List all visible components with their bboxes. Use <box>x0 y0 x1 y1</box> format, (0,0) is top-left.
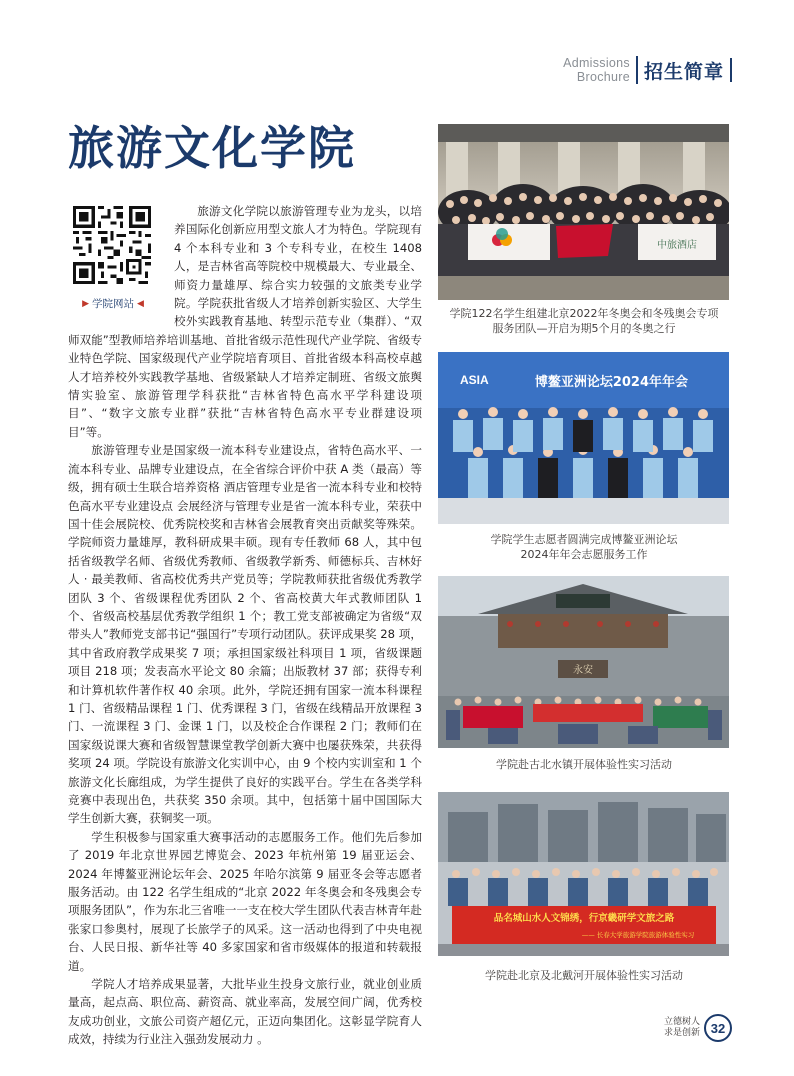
motto-line2: 求是创新 <box>663 1028 700 1038</box>
photo1-caption <box>432 306 736 336</box>
qr-float-space <box>68 202 174 314</box>
photo4-banner-line1: 品名城山水人文锦绣，行京畿研学文旅之路 <box>493 913 675 924</box>
photo2-caption <box>432 532 736 562</box>
header-end-bar <box>730 58 732 82</box>
paragraph-intro: 旅游文化学院以旅游管理专业为龙头，以培养国际化创新应用型文旅人才为特色。学院现有 4 个本科专业和 3 个专科专业，在校生 1408 人，是吉林省高等院校中规模最大、专业最全、师资力量雄厚、综合实力较强的文旅类专业学院。学院获批省级人才培养创新实验区、大学生校外实践教育基地、转型示范专业（集群）、“双师双能”型教师培养培训基地、首批省级示范性现代产业学院、省级专业特色学院、国家级现代产业学院培育项目、首批省级本科高校卓越人才培养校外实践教学基地、省级紧缺人才培养定制班、省级文旅舆情实验室、旅游管理学科获批“吉林省特色高水平学科建设项目”、“数字文旅专业群”获批“吉林省特色高水平专业群建设项目”等。 <box>68 204 422 439</box>
photo3-caption-line1: 学院赴古北水镇开展体验性实习活动 <box>496 758 672 771</box>
header-english <box>563 56 630 84</box>
website-label-text: 学院网站 <box>92 298 134 310</box>
photo4-caption <box>432 968 736 983</box>
school-motto <box>664 1017 700 1039</box>
motto-line1: 立德树人 <box>663 1017 700 1027</box>
header-chinese: 招生简章 <box>643 60 724 83</box>
gubei-water-town-photo <box>438 576 729 748</box>
brochure-header <box>563 50 732 90</box>
photo2-caption-line1: 学院学生志愿者圆满完成博鳌亚洲论坛 <box>490 533 678 546</box>
paragraph-volunteer: 学生积极参与国家重大赛事活动的志愿服务工作。他们先后参加了 2019 年北京世界园艺博览会、2023 年杭州第 19 届亚运会、2024 年博鳌亚洲论坛年会、2025 年哈尔滨第 9 届亚冬会等志愿者服务活动。由 122 名学生组成的“北京 2022 年冬奥会和冬残奥会专项服务团队”，作为东北三省唯一一支在校大学生团队代表吉林青年赴张家口参奥村，展现了长旅学子的风采。这一活动也得到了中央电视台、人民日报、新华社等 40 多家国家和省市级媒体的报道和转载报道。 <box>68 829 422 973</box>
photo4-caption-line1: 学院赴北京及北戴河开展体验性实习活动 <box>485 969 683 982</box>
article-body <box>68 202 422 1049</box>
photo1-caption-line2: 服务团队—开启为期5个月的冬奥之行 <box>492 322 676 335</box>
triangle-left-icon: ◀ <box>137 298 144 309</box>
boao-forum-volunteers-photo <box>438 352 729 524</box>
header-divider <box>636 56 638 84</box>
page-number: 32 <box>704 1014 732 1042</box>
winter-olympics-group-photo <box>438 124 729 300</box>
paragraph-outcomes: 学院人才培养成果显著，大批毕业生投身文旅行业，就业创业质量高，起点高、职位高、薪资高、就业率高，发展空间广阔，优秀校友成功创业，文旅公司资产超亿元，正迈向集团化。这彰显学院育人成效，持续为行业注入强劲发展动力 。 <box>68 977 422 1047</box>
beijing-beidaihe-photo <box>438 792 729 956</box>
photo3-gate-plaque: 永安 <box>573 665 593 676</box>
triangle-right-icon: ▶ <box>82 298 89 309</box>
photo2-backdrop-asia: ASIA <box>460 373 489 387</box>
header-en-line2: Brochure <box>576 70 630 84</box>
photo3-caption <box>432 757 736 772</box>
paragraph-faculty: 旅游管理专业是国家级一流本科专业建设点，省特色高水平、一流本科专业、品牌专业建设点，在全省综合评价中获 A 类（最高）等级，拥有硕士生联合培养资格 酒店管理专业是省一流本科专业和校特色高水平专业建设点 会展经济与管理专业是省一流本科专业，荣获中国十佳会展院校、优秀院校奖和吉林省会展教育突出贡献奖等殊荣。学院师资力量雄厚，教科研成果丰硕。现有专任教师 68 人，其中包括省级教学名师、省级优秀教师、省级教学新秀、师德标兵、吉林好人 · 最美教师、省高校优秀共产党员等；学院教师获批省级优秀教学团队 3 个、省级课程优秀团队 2 个、省高校黄大年式教师团队 1 个、省级高校基层优秀教学组织 1 个；教工党支部被确定为省级“双带头人”教师党支部书记“强国行”专项行动团队。获评成果奖 28 项，其中省政府教学成果奖 7 项；承担国家级社科项目 1 项，省级课题项目 218 项；发表高水平论文 80 余篇；出版教材 37 部；获得专利和计算机软件著作权 40 余项。此外，学院还拥有国家一流本科课程 1 门、省级精品课程 1 门、优秀课程 3 门，省级在线精品开放课程 3 门、一流课程 3 门、金课 1 门，以及校企合作课程 2 门；教师们在国家级说课大赛和省级智慧课堂教学创新大赛中也屡获殊荣，共获得奖项 24 项。学院设有旅游文化实训中心，由 9 个校内实训室和 1 个旅游文化长廊组成，为学生提供了良好的实践平台。学生在各类学科竞赛中表现出色，共获奖 350 余项。其中，包括第十届中国国际大学生创新大赛，获铜奖一项。 <box>68 443 422 826</box>
photo4-banner-line2: —— 长春大学旅游学院旅游体验性实习 <box>581 931 695 939</box>
photo2-backdrop-title: 博鳌亚洲论坛2024年年会 <box>534 375 688 390</box>
photo1-sign-text: 中旅酒店 <box>657 240 697 251</box>
photo1-caption-line1: 学院122名学生组建北京2022年冬奥会和冬残奥会专项 <box>449 307 719 320</box>
header-en-line1: Admissions <box>563 56 630 70</box>
photo2-caption-line2: 2024年年会志愿服务工作 <box>520 548 648 561</box>
page-footer <box>664 1014 732 1042</box>
page-title: 旅游文化学院 <box>68 121 356 175</box>
